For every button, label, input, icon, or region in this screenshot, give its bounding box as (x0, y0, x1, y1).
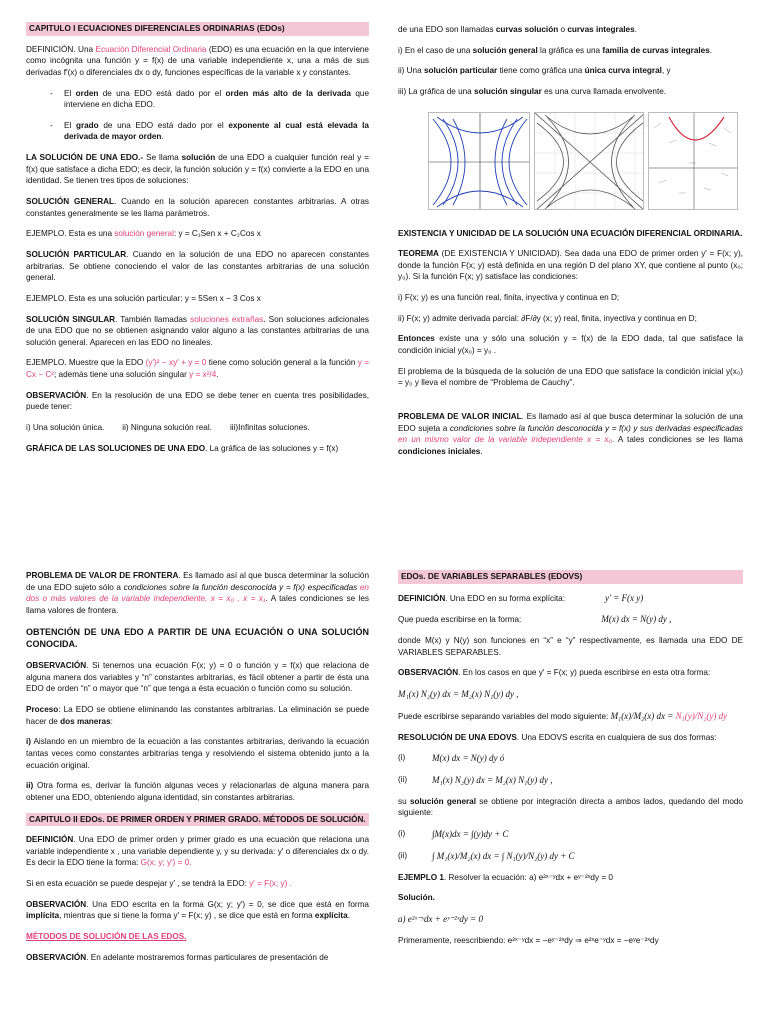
observation-separable: OBSERVACIÓN. En los casos en que y′ = F(x; y) pueda escribirse en esta otra forma: (398, 668, 711, 678)
chapter-2-header: CAPITULO II EDOs. DE PRIMER ORDEN Y PRIMER GRADO. MÉTODOS DE SOLUCIÓN. (26, 813, 369, 827)
hyperbola-family-plot (429, 113, 530, 210)
singular-solution-paragraph: SOLUCIÓN SINGULAR. También llamadas soluciones extrañas. Son soluciones adicionales de una EDO que no se obtienen asignando valor alguno a las constantes arbitrarias de una solución general. Aparecen en las EDO no lineales. (26, 314, 369, 347)
then-paragraph: Entonces existe una y sólo una solución y = f(x) de la EDO dada, tal que satisface la condición inicial y(x₀) = y₀ . (398, 334, 743, 356)
condition-2: ii) F(x; y) admite derivada parcial: ∂F/∂y (x; y) real, finita, inyectiva y continua en D; (398, 313, 697, 323)
resolution-paragraph: RESOLUCIÓN DE UNA EDOVS. Una EDOVS escrita en cualquiera de sus dos formas: (398, 732, 717, 742)
particular-solution-paragraph: SOLUCIÓN PARTICULAR. Cuando en la solución de una EDO no aparecen constantes arbitrarias. Se obtiene conociendo el valor de las constantes arbitrarias de una solución general. (26, 249, 370, 283)
chapter-1-header: CAPITULO I ECUACIONES DIFERENCIALES ORDINARIAS (EDOs) (26, 22, 369, 36)
saddle-family-plot (535, 113, 644, 210)
graph-case-ii: ii) Una solución particular tiene como gráfica una única curva integral, y (398, 66, 671, 76)
separable-definition: DEFINICIÓN. Una EDO en su forma explícita: y′ = F(x y) (398, 592, 644, 603)
form-i: (i) M(x) dx = N(y) dy ó (398, 753, 505, 764)
page2-right-column (398, 570, 743, 955)
example-equation: a) e²ˣ⁻ʸdx + eʸ⁻²ˣdy = 0 (398, 913, 483, 924)
page1-right-column (398, 24, 743, 467)
case-2: ii) Ninguna solución real. (122, 423, 212, 433)
explicit-form-line: Si en esta ecuación se puede despejar y′ , se tendrá la EDO: y′ = F(x; y) . (26, 879, 292, 889)
envelope-plot (649, 113, 738, 210)
hyperbola-family-figure (428, 112, 530, 210)
method-2-paragraph: ii) Otra forma es, derivar la función algunas veces y relacionarlas de alguna manera para obtener una EDO, obteniendo alguna identidad, sin constantes arbitrarias. (26, 781, 369, 802)
separation-line: Puede escribirse separando variables del modo siguiente: M₁(x)/M₂(x) dx = N₁(y)/N₂(y) dy (398, 710, 728, 721)
degree-bullet: - El grado de una EDO está dado por el exponente al cual está elevada la derivada de mayor orden. (26, 120, 369, 143)
general-solution-line: su solución general se obtiene por integración directa a ambos lados, quedando del modo siguiente: (398, 796, 743, 818)
graph-case-iii: iii) La gráfica de una solución singular es una curva llamada envolvente. (398, 86, 667, 96)
rewriting-line: Primeramente, reescribiendo: e²ˣ⁻ʸdx = −eʸ⁻²ˣdy ⇒ e²ˣe⁻ʸdx = −eʸe⁻²ˣdy (398, 935, 659, 945)
example-1-line: EJEMPLO 1. Resolver la ecuación: a) e²ˣ⁻ʸdx + eʸ⁻²ˣdy = 0 (398, 872, 613, 882)
example-2: EJEMPLO. Esta es una solución particular: y = 5Sen x − 3 Cos x (26, 293, 261, 303)
obtaining-heading: OBTENCIÓN DE UNA EDO A PARTIR DE UNA ECUACIÓN O UNA SOLUCIÓN CONOCIDA. (26, 626, 369, 650)
case-1: i) Una solución única. (26, 423, 105, 433)
boundary-value-paragraph: PROBLEMA DE VALOR DE FRONTERA. Es llamado así al que busca determinar la solución de una EDO sujeto sólo a condiciones sobre la función desconocida y = f(x) especificadas en dos o más valores de la variable independiente, x = x₀ , x = x₁. A tales condiciones se les llama valores de frontera. (26, 571, 369, 615)
page1-left-column (26, 22, 369, 463)
method-1-paragraph: i) Aislando en un miembro de la ecuación a las constantes arbitrarias, derivando la ecuación tantas veces como constantes arbitrarias tenga y resolviendo el sistema obtenido junto a la ecuación original. (26, 737, 369, 770)
last-observation-line: OBSERVACIÓN. En adelante mostraremos formas particulares de presentación de (26, 952, 329, 962)
where-paragraph: donde M(x) y N(y) son funciones en “x” e “y” respectivamente, es llamada una EDO DE VARIABLES SEPARABLES. (398, 636, 743, 657)
process-paragraph: Proceso: La EDO se obtiene eliminando las constantes arbitrarias. La eliminación se puede hacer de dos maneras: (26, 705, 369, 726)
integral-ii: (ii) ∫ M₁(x)/M₂(x) dx = ∫ N₁(y)/N₂(y) dy + C (398, 850, 575, 861)
example-3: EJEMPLO. Muestre que la EDO (y′)² − xy′ + y = 0 tiene como solución general a la función y = Cx − C²; además tiene una solución singular y = x²/4. (26, 358, 370, 380)
condition-1: i) F(x; y) es una función real, finita, inyectiva y continua en D; (398, 293, 620, 303)
form-ii: (ii) M₁(x) N₂(y) dx = M₂(x) N₁(y) dy , (398, 775, 553, 786)
general-solution-paragraph: SOLUCIÓN GENERAL. Cuando en la solución aparecen constantes arbitrarias. A otras constantes generalmente se les llama parámetros. (26, 197, 369, 218)
cases-line (26, 422, 369, 434)
saddle-family-figure (534, 112, 644, 210)
case-3: iii)Infinitas soluciones. (229, 423, 310, 433)
example-1: EJEMPLO. Esta es una solución general: y = C₁Sen x + C₂Cos x (26, 229, 261, 239)
graph-paragraph: GRÁFICA DE LAS SOLUCIONES DE UNA EDO. La gráfica de las soluciones y = f(x) (26, 443, 339, 453)
observation-paragraph: OBSERVACIÓN. En la resolución de una EDO se debe tener en cuenta tres posibilidades, puede tener: (26, 390, 369, 412)
methods-heading: MÉTODOS DE SOLUCIÓN DE LAS EDOS. (26, 931, 187, 941)
observation-equation: M₁(x) N₂(y) dx = M₂(x) N₁(y) dy , (398, 689, 519, 700)
existence-heading: EXISTENCIA Y UNICIDAD DE LA SOLUCIÓN UNA ECUACIÓN DIFERENCIAL ORDINARIA. (398, 228, 743, 238)
edo-term: Ecuación Diferencial Ordinaria (95, 44, 207, 54)
definition-paragraph: DEFINICIÓN. Una Ecuación Diferencial Ordinaria (EDO) es una ecuación en la que interviene como incógnita una función y = f(x) de una variable independiente x, una a más de sus derivadas f′(x) o diferenciales dx o dy, funciones específicas de la variable x y constantes. (26, 44, 369, 77)
page-2 (0, 564, 768, 1024)
order-bullet: - El orden de una EDO está dado por el orden más alto de la derivada que interviene en dicha EDO. (26, 88, 369, 111)
separable-header: EDOs. DE VARIABLES SEPARABLES (EDOVS) (398, 570, 743, 584)
separable-form: Que pueda escribirse en la forma: M(x) dx = N(y) dy , (398, 614, 672, 625)
solution-paragraph: LA SOLUCIÓN DE UNA EDO.- Se llama solución de una EDO a cualquier función real y = f(x) que satisface a dicha EDO; es decir, la función solución y = f(x) convierte a la EDO en una identidad. Se tienen tres tipos de soluciones: (26, 153, 369, 186)
observation-paragraph-2: OBSERVACIÓN. Si tenemos una ecuación F(x; y) = 0 o función y = f(x) que relaciona de alguna manera dos variables y “n” constantes arbitrarias, es fácil obtener a partir de ésta una EDO de orden “n” o mayor que “n” que tenga a ésta ecuación o función como su solución. (26, 661, 369, 694)
integral-i: (i) ∫M(x)dx = ∫(y)dy + C (398, 829, 509, 840)
cauchy-paragraph: El problema de la búsqueda de la solución de una EDO que satisface la condición inicial y(x₀) = y₀ y lleva el nombre de “Problema de Cauchy”. (398, 366, 743, 388)
graph-case-i: i) En el caso de una solución general la gráfica es una familia de curvas integrales. (398, 45, 713, 55)
observation-form-paragraph: OBSERVACIÓN. Una EDO escrita en la forma G(x; y; y′) = 0, se dice que está en forma implícita, mientras que si tiene la forma y′ = F(x; y) , se dice que está en forma explícita. (26, 899, 369, 921)
page2-left-column (26, 570, 369, 972)
curves-paragraph: de una EDO son llamadas curvas solución o curvas integrales. (398, 25, 637, 34)
envelope-figure (648, 112, 738, 210)
theorem-paragraph: TEOREMA (DE EXISTENCIA Y UNICIDAD). Sea dada una EDO de primer orden y′ = F(x; y), donde la función F(x; y) está definida en una región D del plano XY, que contiene al punto (x₀; y₀). Si la función F(x; y) satisface las condiciones: (398, 249, 743, 282)
solution-curve-figures (428, 112, 743, 210)
definition-2-paragraph: DEFINICIÓN. Una EDO de primer orden y primer grado es una ecuación que relaciona una variable independiente x , una variable dependiente y, y su derivada: y′ o diferenciales dx o dy. Es decir la EDO tiene la forma: G(x; y; y′) = 0. (26, 835, 369, 868)
initial-value-paragraph: PROBLEMA DE VALOR INICIAL. Es llamado así al que busca determinar la solución de una EDO sujeta a condiciones sobre la función desconocida y = f(x) y sus derivadas especificadas en un mismo valor de la variable independiente x = x₀. A tales condiciones se les llama condiciones iniciales. (398, 411, 744, 456)
page-gap (0, 548, 768, 564)
solution-label: Solución. (398, 893, 435, 903)
